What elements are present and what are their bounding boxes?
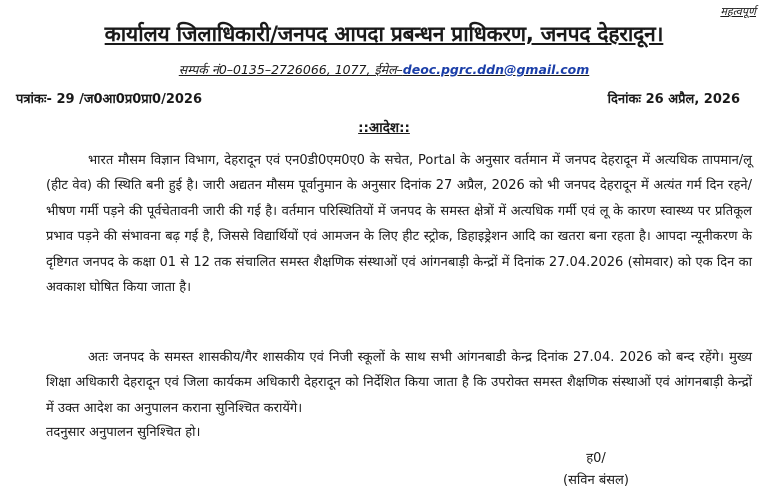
signatory-name: (सविन बंसल) <box>563 473 629 488</box>
order-paragraph-2: अतः जनपद के समस्त शासकीय/गैर शासकीय एवं निजी स्कूलों के साथ सभी आंगनबाडी केन्द्र दिनांक 27.04. 2026 को बन्द रहेंगे। मुख्य शिक्षा अधिकारी देहरादून एवं जिला कार्यकम अधिकारी देहरादून को निर्देशित किया जाता है कि उपरोक्त समस्त शैक्षणिक संस्थाओं एवं आंगनबाड़ी केन्द्रों में उक्त आदेश का अनुपालन कराना सुनिश्चित करायेंगे। <box>46 350 752 416</box>
order-paragraph-1: भारत मौसम विज्ञान विभाग, देहरादून एवं एन0डी0एम0ए0 के सचेत, Portal के अनुसार वर्तमान में जनपद देहरादून में अत्यधिक तापमान/लू (हीट वेव) की स्थिति बनी हुई है। जारी अद्यतन मौसम पूर्वानुमान के अनुसार दिनांक 27 अप्रैल, 2026 को भी जनपद देहरादून में अत्यंत गर्म दिन रहने/भीषण गर्मी पड़ने की पूर्वचेतावनी जारी की गई है। वर्तमान परिस्थितियों में जनपद के समस्त क्षेत्रों में अत्यधिक गर्मी एवं लू के कारण स्वास्थ्य पर प्रतिकूल प्रभाव पड़ने की संभावना बढ़ गई है, जिससे विद्यार्थियों एवं आमजन के लिए हीट स्ट्रोक, डिहाइड्रेशन आदि का खतरा बना रहता है। आपदा न्यूनीकरण के दृष्टिगत जनपद के कक्षा 01 से 12 तक संचालित समस्त शैक्षणिक संस्थाओं एवं आंगनबाड़ी केन्द्रों में दिनांक 27.04.2026 (सोमवार) को एक दिन का अवकाश घोषित किया जाता है। <box>46 153 752 296</box>
importance-tag: महत्वपूर्ण <box>720 5 756 18</box>
letter-date: दिनांकः 26 अप्रैल, 2026 <box>607 92 740 107</box>
compliance-line: तदनुसार अनुपालन सुनिश्चित हो। <box>46 425 201 440</box>
contact-text: सम्पर्क नं0–0135–2726066, 1077, ईमेल– <box>178 62 403 77</box>
signature-block <box>536 448 656 492</box>
letter-number: पत्रांकः- 29 /ज0आ0प्र0प्रा0/2026 <box>16 92 203 107</box>
signature-mark: ह0/ <box>586 451 606 466</box>
order-heading: ::आदेश:: <box>358 120 410 136</box>
contact-line <box>0 61 768 78</box>
office-title: कार्यालय जिलाधिकारी/जनपद आपदा प्रबन्धन प्राधिकरण, जनपद देहरादून। <box>104 22 664 46</box>
email-link[interactable]: deoc.pgrc.ddn@gmail.com <box>402 62 590 77</box>
